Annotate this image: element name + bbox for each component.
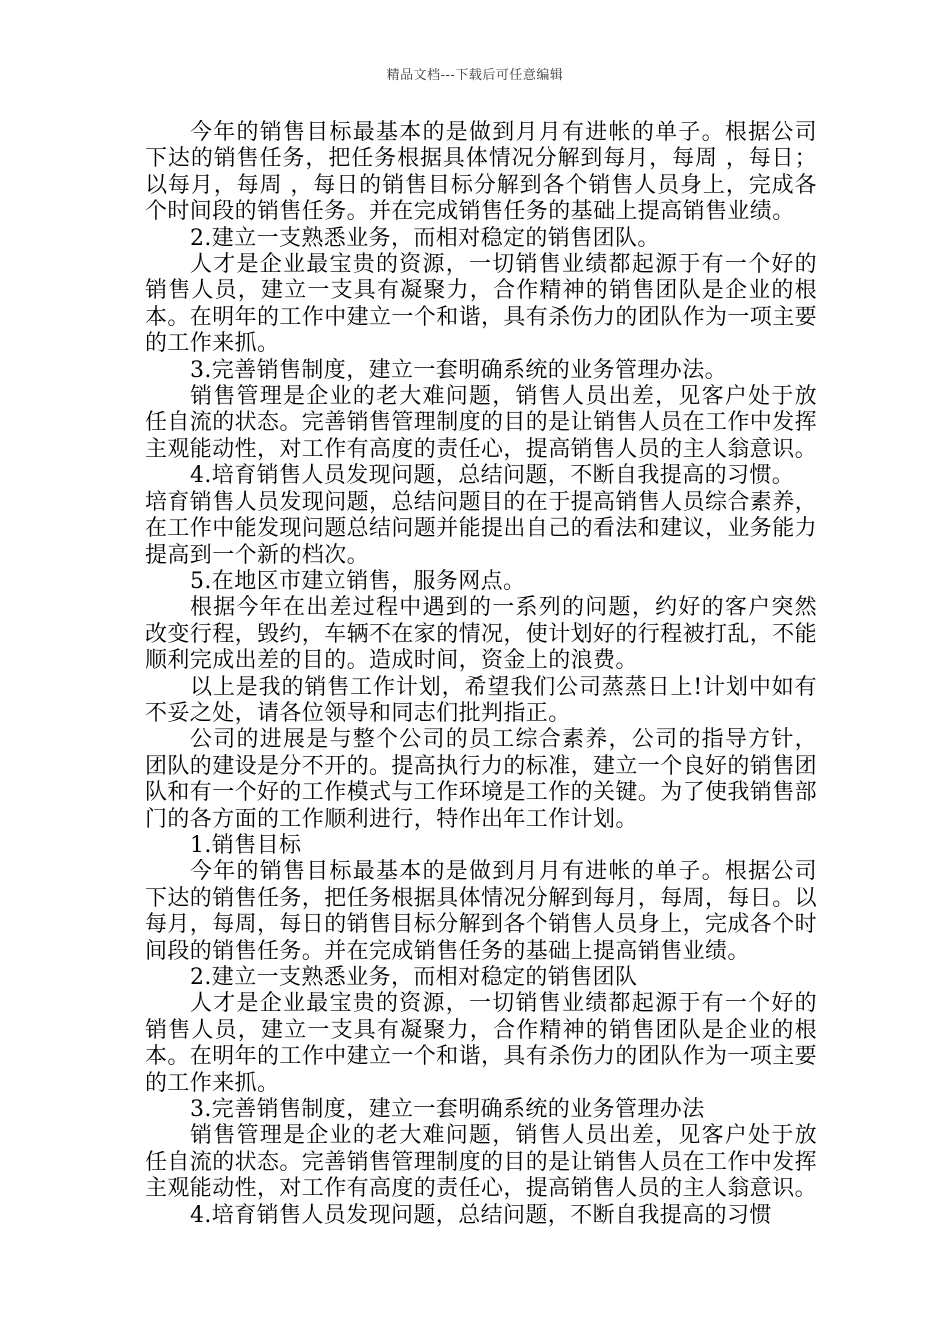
heading-improve-sales-system: 3.完善销售制度，建立一套明确系统的业务管理办法。 [190,357,727,383]
document-body [145,120,817,1229]
heading-build-sales-team-2: 2.建立一支熟悉业务，而相对稳定的销售团队 [190,965,638,990]
paragraph-company-progress: 公司的进展是与整个公司的员工综合素养，公司的指导方针，团队的建设是分不开的。提高执行力的标准，建立一个良好的销售团队和有一个好的工作模式与工作环境是工作的关键。为了使我销售部门的各方面的工作顺利进行，特作出年工作计划。 [145,727,818,832]
heading-cultivate-habits-2: 4.培育销售人员发现问题，总结问题，不断自我提高的习惯 [190,1202,772,1228]
paragraph-talent-resource-2: 人才是企业最宝贵的资源，一切销售业绩都起源于有一个好的销售人员，建立一支具有凝聚力，合作精神的销售团队是企业的根本。在明年的工作中建立一个和谐，具有杀伤力的团队作为一项主要的工作来抓。 [145,991,818,1096]
paragraph-plan-closing: 以上是我的销售工作计划，希望我们公司蒸蒸日上!计划中如有不妥之处，请各位领导和同志们批判指正。 [145,674,817,726]
paragraph-sales-target-detail: 今年的销售目标最基本的是做到月月有进帐的单子。根据公司下达的销售任务，把任务根据具体情况分解到每月，每周 ，每日；以每月，每周 ，每日的销售目标分解到各个销售人员身上，完成各个时间段的销售任务。并在完成销售任务的基础上提高销售业绩。 [145,120,817,225]
heading-sales-target: 1.销售目标 [190,832,302,858]
paragraph-sales-management-2: 销售管理是企业的老大难问题，销售人员出差，见客户处于放任自流的状态。完善销售管理制度的目的是让销售人员在工作中发挥主观能动性，对工作有高度的责任心，提高销售人员的主人翁意识。 [145,1123,818,1202]
paragraph-sales-management: 销售管理是企业的老大难问题，销售人员出差，见客户处于放任自流的状态。完善销售管理制度的目的是让销售人员在工作中发挥主观能动性，对工作有高度的责任心，提高销售人员的主人翁意识。 [145,384,818,462]
heading-build-sales-team: 2.建立一支熟悉业务，而相对稳定的销售团队。 [190,225,660,251]
heading-cultivate-habits: 4.培育销售人员发现问题，总结问题，不断自我提高的习惯。 [190,463,795,489]
paragraph-talent-resource: 人才是企业最宝贵的资源，一切销售业绩都起源于有一个好的销售人员，建立一支具有凝聚力，合作精神的销售团队是企业的根本。在明年的工作中建立一个和谐，具有杀伤力的团队作为一项主要的工作来抓。 [145,252,818,357]
heading-improve-sales-system-2: 3.完善销售制度，建立一套明确系统的业务管理办法 [190,1097,705,1123]
page-header: 精品文档---下载后可任意编辑 [386,68,564,83]
paragraph-travel-problems: 根据今年在出差过程中遇到的一系列的问题，约好的客户突然改变行程，毁约，车辆不在家的情况，使计划好的行程被打乱，不能顺利完成出差的目的。造成时间，资金上的浪费。 [145,595,818,674]
paragraph-sales-target-detail-2: 今年的销售目标最基本的是做到月月有进帐的单子。根据公司下达的销售任务，把任务根据具体情况分解到每月，每周，每日。以每月，每周，每日的销售目标分解到各个销售人员身上，完成各个时间段的销售任务。并在完成销售任务的基础上提高销售业绩。 [145,859,818,964]
paragraph-cultivate-detail: 培育销售人员发现问题，总结问题目的在于提高销售人员综合素养，在工作中能发现问题总结问题并能提出自己的看法和建议，业务能力提高到一个新的档次。 [145,489,818,568]
heading-service-outlets: 5.在地区市建立销售，服务网点。 [190,568,526,594]
